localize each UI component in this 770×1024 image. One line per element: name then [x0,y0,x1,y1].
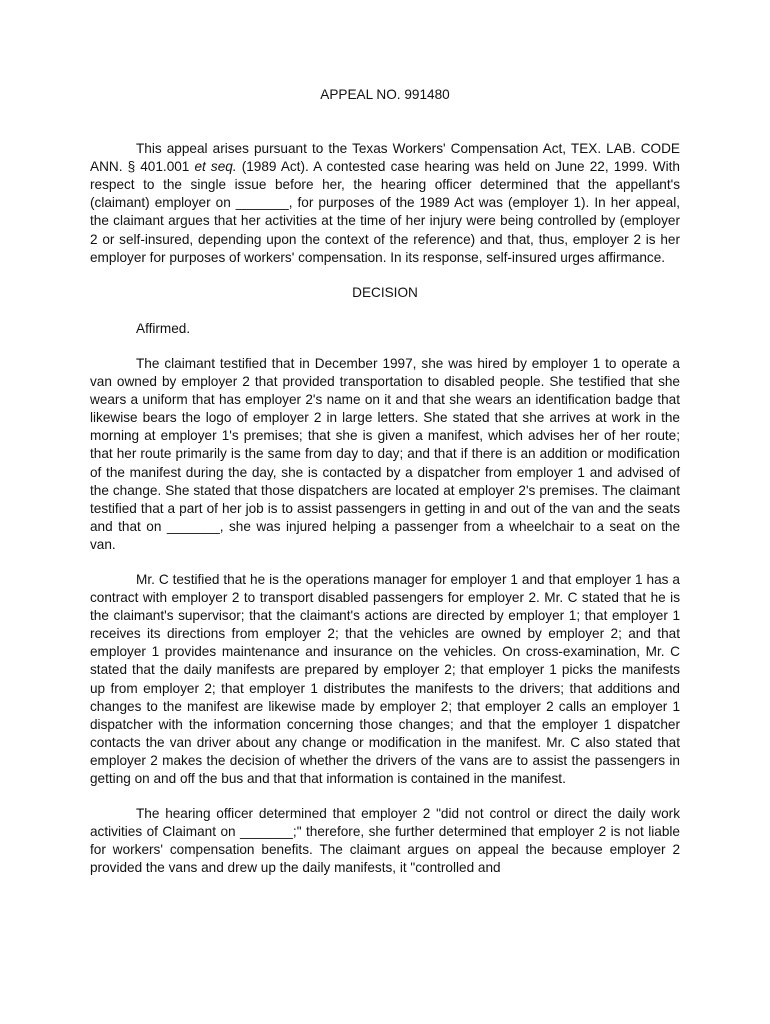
decision-heading: DECISION [352,284,418,300]
hearing-officer-paragraph: The hearing officer determined that employer 2 "did not control or direct the daily work activities of Claimant on _______;" therefore, she further determined that employer 2 is not liable for workers' compensation benefits. The claimant argues on appeal the because employer 2 provided the vans and drew up the daily manifests, it "controlled and [90,806,680,876]
intro-paragraph [90,140,680,267]
appeal-title: APPEAL NO. 991480 [320,87,450,102]
claimant-testimony-paragraph: The claimant testified that in December 1997, she was hired by employer 1 to operate a van owned by employer 2 that provided transportation to disabled people. She testified that she wears a uniform that has employer 2's name on it and that she wears an identification badge that likewise bears the logo of employer 2 in large letters. She stated that she arrives at work in the morning at employer 1's premises; that she is given a manifest, which advises her of her route; that her route primarily is the same from day to day; and that if there is an addition or modification of the manifest during the day, she is contacted by a dispatcher from employer 1 and advised of the change. She stated that those dispatchers are located at employer 2's premises. The claimant testified that a part of her job is to assist passengers in getting in and out of the van and the seats and that on _______, she was injured helping a passenger from a wheelchair to a seat on the van. [90,355,680,552]
mr-c-testimony-paragraph: Mr. C testified that he is the operations manager for employer 1 and that employer 1 has a contract with employer 2 to transport disabled passengers for employer 2. Mr. C stated that he is the claimant's supervisor; that the claimant's actions are directed by employer 1; that employer 1 receives its directions from employer 2; that the vehicles are owned by employer 2; and that employer 1 provides maintenance and insurance on the vehicles. On cross-examination, Mr. C stated that the daily manifests are prepared by employer 2; that employer 1 picks the manifests up from employer 2; that employer 1 distributes the manifests to the drivers; that additions and changes to the manifest are likewise made by employer 2; that employer 2 calls an employer 1 dispatcher with the information concerning those changes; and that the employer 1 dispatcher contacts the van driver about any change or modification in the manifest. Mr. C also stated that employer 2 makes the decision of whether the drivers of the vans are to assist the passengers in getting on and off the bus and that that information is contained in the manifest. [90,571,680,786]
intro-text-2: (1989 Act). A contested case hearing was held on June 22, 1999. With respect to the single issue before her, the hearing officer determined that the appellant's (claimant) employer on _______, for purposes of the 1989 Act was (employer 1). In her appeal, the claimant argues that her activities at the time of her injury were being controlled by (employer 2 or self-insured, depending upon the context of the reference) and that, thus, employer 2 is her employer for purposes of workers' compensation. In its response, self-insured urges affirmance. [90,159,680,265]
intro-italic: et seq. [194,159,237,175]
affirmed-paragraph: Affirmed. [136,320,191,336]
document-page [90,86,680,894]
intro-text-1: This appeal arises pursuant to the Texas Workers' Compensation Act, TEX. LAB. CODE ANN. § 401.001 [90,141,680,175]
